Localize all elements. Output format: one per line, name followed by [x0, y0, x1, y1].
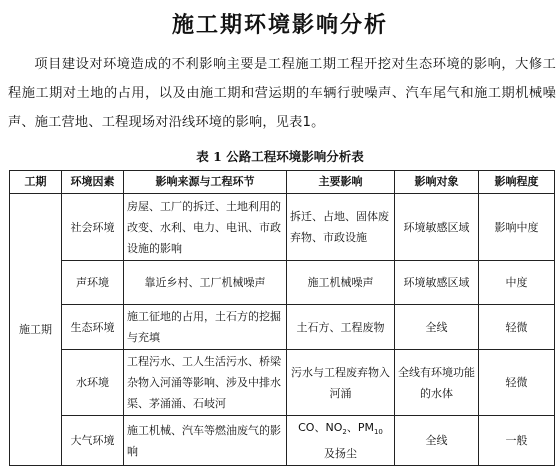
header-degree: 影响程度 [479, 171, 555, 194]
impact-text-part: CO、NO [298, 421, 343, 434]
degree-cell: 影响中度 [479, 194, 555, 261]
impact-cell: 拆迁、占地、固体废弃物、市政设施 [287, 194, 395, 261]
degree-cell: 轻微 [479, 305, 555, 350]
intro-paragraph: 项目建设对环境造成的不利影响主要是工程施工期工程开挖对生态环境的影响，大修工程施工期对土地的占用，以及由施工期和营运期的车辆行驶噪声、汽车尾气和施工期机械噪声、施工营地、工程现场对沿线环境的影响，见表1。 [8, 57, 556, 130]
header-object: 影响对象 [395, 171, 479, 194]
object-cell: 全线 [395, 416, 479, 466]
impact-cell: 施工机械噪声 [287, 261, 395, 305]
impact-text-part: 、PM [346, 421, 374, 434]
source-cell: 靠近乡村、工厂机械噪声 [124, 261, 287, 305]
table-row [10, 350, 555, 416]
header-factor: 环境因素 [62, 171, 124, 194]
table-row [10, 416, 555, 466]
impact-cell: 土石方、工程废物 [287, 305, 395, 350]
table-row [10, 194, 555, 261]
source-cell: 工程污水、工人生活污水、桥梁杂物入河涌等影响、涉及中排水渠、茅涌涌、石岐河 [124, 350, 287, 416]
source-cell: 房屋、工厂的拆迁、土地利用的改变、水利、电力、电讯、市政设施的影响 [124, 194, 287, 261]
source-cell: 施工征地的占用，土石方的挖掘与充填 [124, 305, 287, 350]
table-row [10, 305, 555, 350]
impact-table [9, 170, 555, 466]
impact-cell: 污水与工程废弃物入河涌 [287, 350, 395, 416]
header-source: 影响来源与工程环节 [124, 171, 287, 194]
table-header-row [10, 171, 555, 194]
degree-cell: 中度 [479, 261, 555, 305]
impact-subscript: 2 [342, 428, 347, 437]
factor-cell: 声环境 [62, 261, 124, 305]
object-cell: 环境敏感区域 [395, 194, 479, 261]
header-impact: 主要影响 [287, 171, 395, 194]
object-cell: 全线 [395, 305, 479, 350]
factor-cell: 社会环境 [62, 194, 124, 261]
impact-text-part: 及扬尘 [324, 447, 357, 461]
object-cell: 环境敏感区域 [395, 261, 479, 305]
page-title: 施工期环境影响分析 [171, 12, 388, 38]
factor-cell: 水环境 [62, 350, 124, 416]
table-row [10, 261, 555, 305]
period-cell: 施工期 [10, 194, 62, 466]
impact-subscript: 10 [373, 428, 383, 437]
factor-cell: 大气环境 [62, 416, 124, 466]
degree-cell: 一般 [479, 416, 555, 466]
table-caption: 表 1 公路工程环境影响分析表 [196, 149, 364, 164]
header-period: 工期 [10, 171, 62, 194]
factor-cell: 生态环境 [62, 305, 124, 350]
object-cell: 全线有环境功能的水体 [395, 350, 479, 416]
impact-cell [287, 416, 395, 466]
source-cell: 施工机械、汽车等燃油废气的影响 [124, 416, 287, 466]
degree-cell: 轻微 [479, 350, 555, 416]
